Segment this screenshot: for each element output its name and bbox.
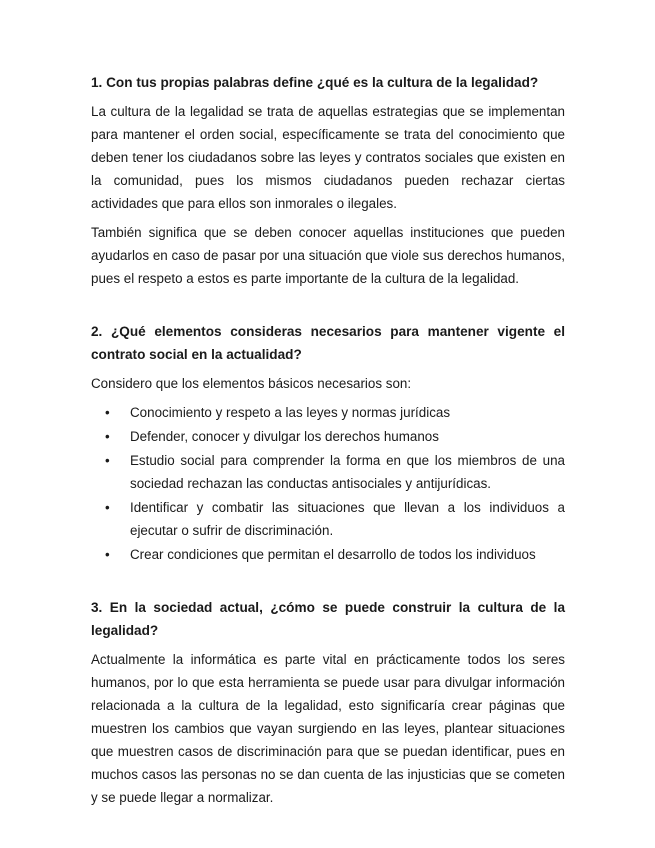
list-item: [91, 496, 565, 542]
question-heading: 3. En la sociedad actual, ¿cómo se puede construir la cultura de la legalidad?: [91, 600, 565, 638]
list-item-text: Identificar y combatir las situaciones que llevan a los individuos a ejecutar o sufrir de discriminación.: [130, 500, 565, 538]
list-item: [91, 449, 565, 495]
list-item-text: Crear condiciones que permitan el desarrollo de todos los individuos: [130, 547, 536, 562]
list-item: [91, 543, 565, 566]
bullet-icon: •: [105, 405, 110, 420]
list-item-text: Estudio social para comprender la forma en que los miembros de una sociedad rechazan las conductas antisociales y antijurídicas.: [130, 453, 565, 491]
section-1: [91, 71, 565, 290]
answer-paragraph: Actualmente la informática es parte vital en prácticamente todos los seres humanos, por lo que esta herramienta se puede usar para divulgar información relacionada a la cultura de la legalidad, esto significaría crear páginas que muestren los cambios que vayan surgiendo en las leyes, plantear situaciones que muestren casos de discriminación para que se puedan identificar, pues en muchos casos las personas no se dan cuenta de las injusticias que se cometen y se puede llegar a normalizar.: [91, 652, 565, 805]
bullet-list: [91, 401, 565, 566]
list-item-text: Defender, conocer y divulgar los derechos humanos: [130, 429, 439, 444]
section-3: [91, 596, 565, 809]
list-item-text: Conocimiento y respeto a las leyes y normas jurídicas: [130, 405, 451, 420]
answer-paragraph: También significa que se deben conocer aquellas instituciones que pueden ayudarlos en caso de pasar por una situación que viole sus derechos humanos, pues el respeto a estos es parte importante de la cultura de la legalidad.: [91, 225, 565, 286]
answer-intro: Considero que los elementos básicos necesarios son:: [91, 376, 412, 391]
answer-paragraph: La cultura de la legalidad se trata de aquellas estrategias que se implementan para mantener el orden social, específicamente se trata del conocimiento que deben tener los ciudadanos sobre las leyes y contratos sociales que existen en la comunidad, pues los mismos ciudadanos pueden rechazar ciertas actividades que para ellos son inmorales o ilegales.: [91, 104, 565, 211]
list-item: [91, 425, 565, 448]
question-heading: 2. ¿Qué elementos consideras necesarios para mantener vigente el contrato social en la actualidad?: [91, 324, 565, 362]
list-item: [91, 401, 565, 424]
question-heading: 1. Con tus propias palabras define ¿qué es la cultura de la legalidad?: [91, 75, 539, 90]
section-2: [91, 320, 565, 566]
bullet-icon: •: [105, 429, 110, 444]
bullet-icon: •: [105, 500, 110, 515]
bullet-icon: •: [105, 547, 110, 562]
bullet-icon: •: [105, 453, 110, 468]
